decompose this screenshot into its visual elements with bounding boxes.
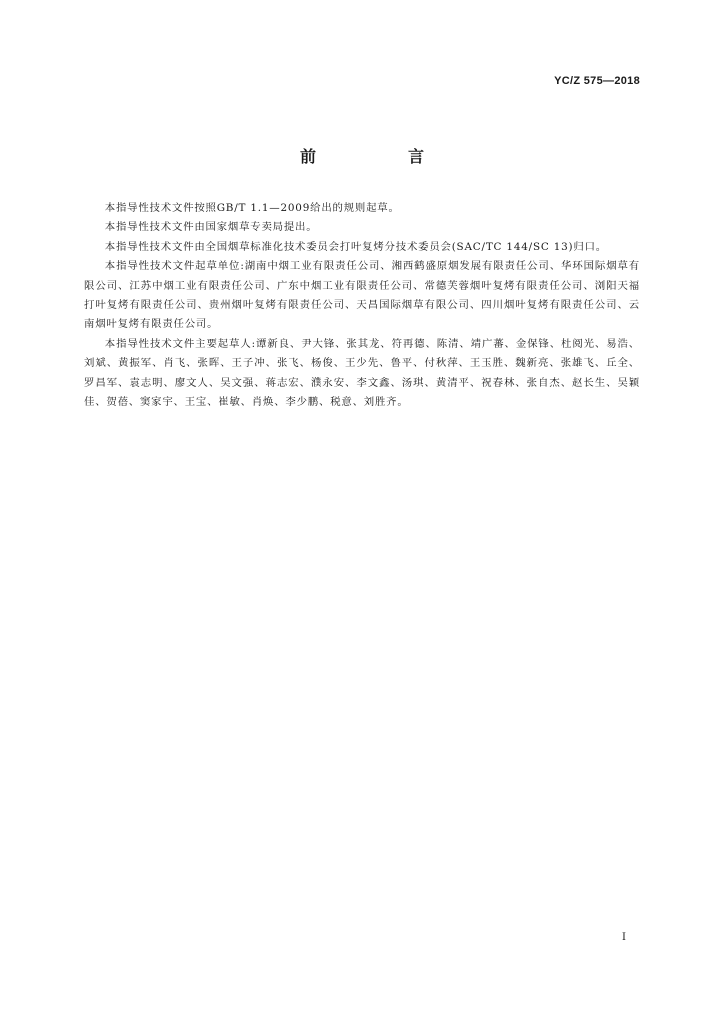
paragraph-proposer: 本指导性技术文件由国家烟草专卖局提出。 [104,221,318,234]
page-title: 前 言 [299,147,462,166]
paragraph-drafters: 本指导性技术文件主要起草人:谭新良、尹大锋、张其龙、符再德、陈清、靖广蕃、金保锋、杜阅光、易浩、刘斌、黄振军、肖飞、张晖、王子冲、张飞、杨俊、王少先、鲁平、付秋萍、王玉胜、魏新亮、张雄飞、丘全、罗昌军、袁志明、廖文人、吴文强、蒋志宏、濮永安、李文鑫、汤琪、黄清平、祝春林、张自杰、赵长生、吴颖佳、贺蓓、窦家宇、王宝、崔敏、肖焕、李少鹏、税意、刘胜齐。 [84,337,640,409]
paragraph-drafting-units: 本指导性技术文件起草单位:湖南中烟工业有限责任公司、湘西鹤盛原烟发展有限责任公司、华环国际烟草有限公司、江苏中烟工业有限责任公司、广东中烟工业有限责任公司、常德芙蓉烟叶复烤有限责任公司、浏阳天福打叶复烤有限责任公司、贵州烟叶复烤有限责任公司、天昌国际烟草有限公司、四川烟叶复烤有限责任公司、云南烟叶复烤有限责任公司。 [84,260,640,331]
standard-code: YC/Z 575—2018 [554,75,640,87]
page-number: I [622,932,626,943]
foreword-body [84,199,640,412]
paragraph-drafting-rules: 本指导性技术文件按照GB/T 1.1—2009给出的规则起草。 [104,202,400,214]
paragraph-administrator: 本指导性技术文件由全国烟草标准化技术委员会打叶复烤分技术委员会(SAC/TC 144/SC 13)归口。 [104,240,607,253]
